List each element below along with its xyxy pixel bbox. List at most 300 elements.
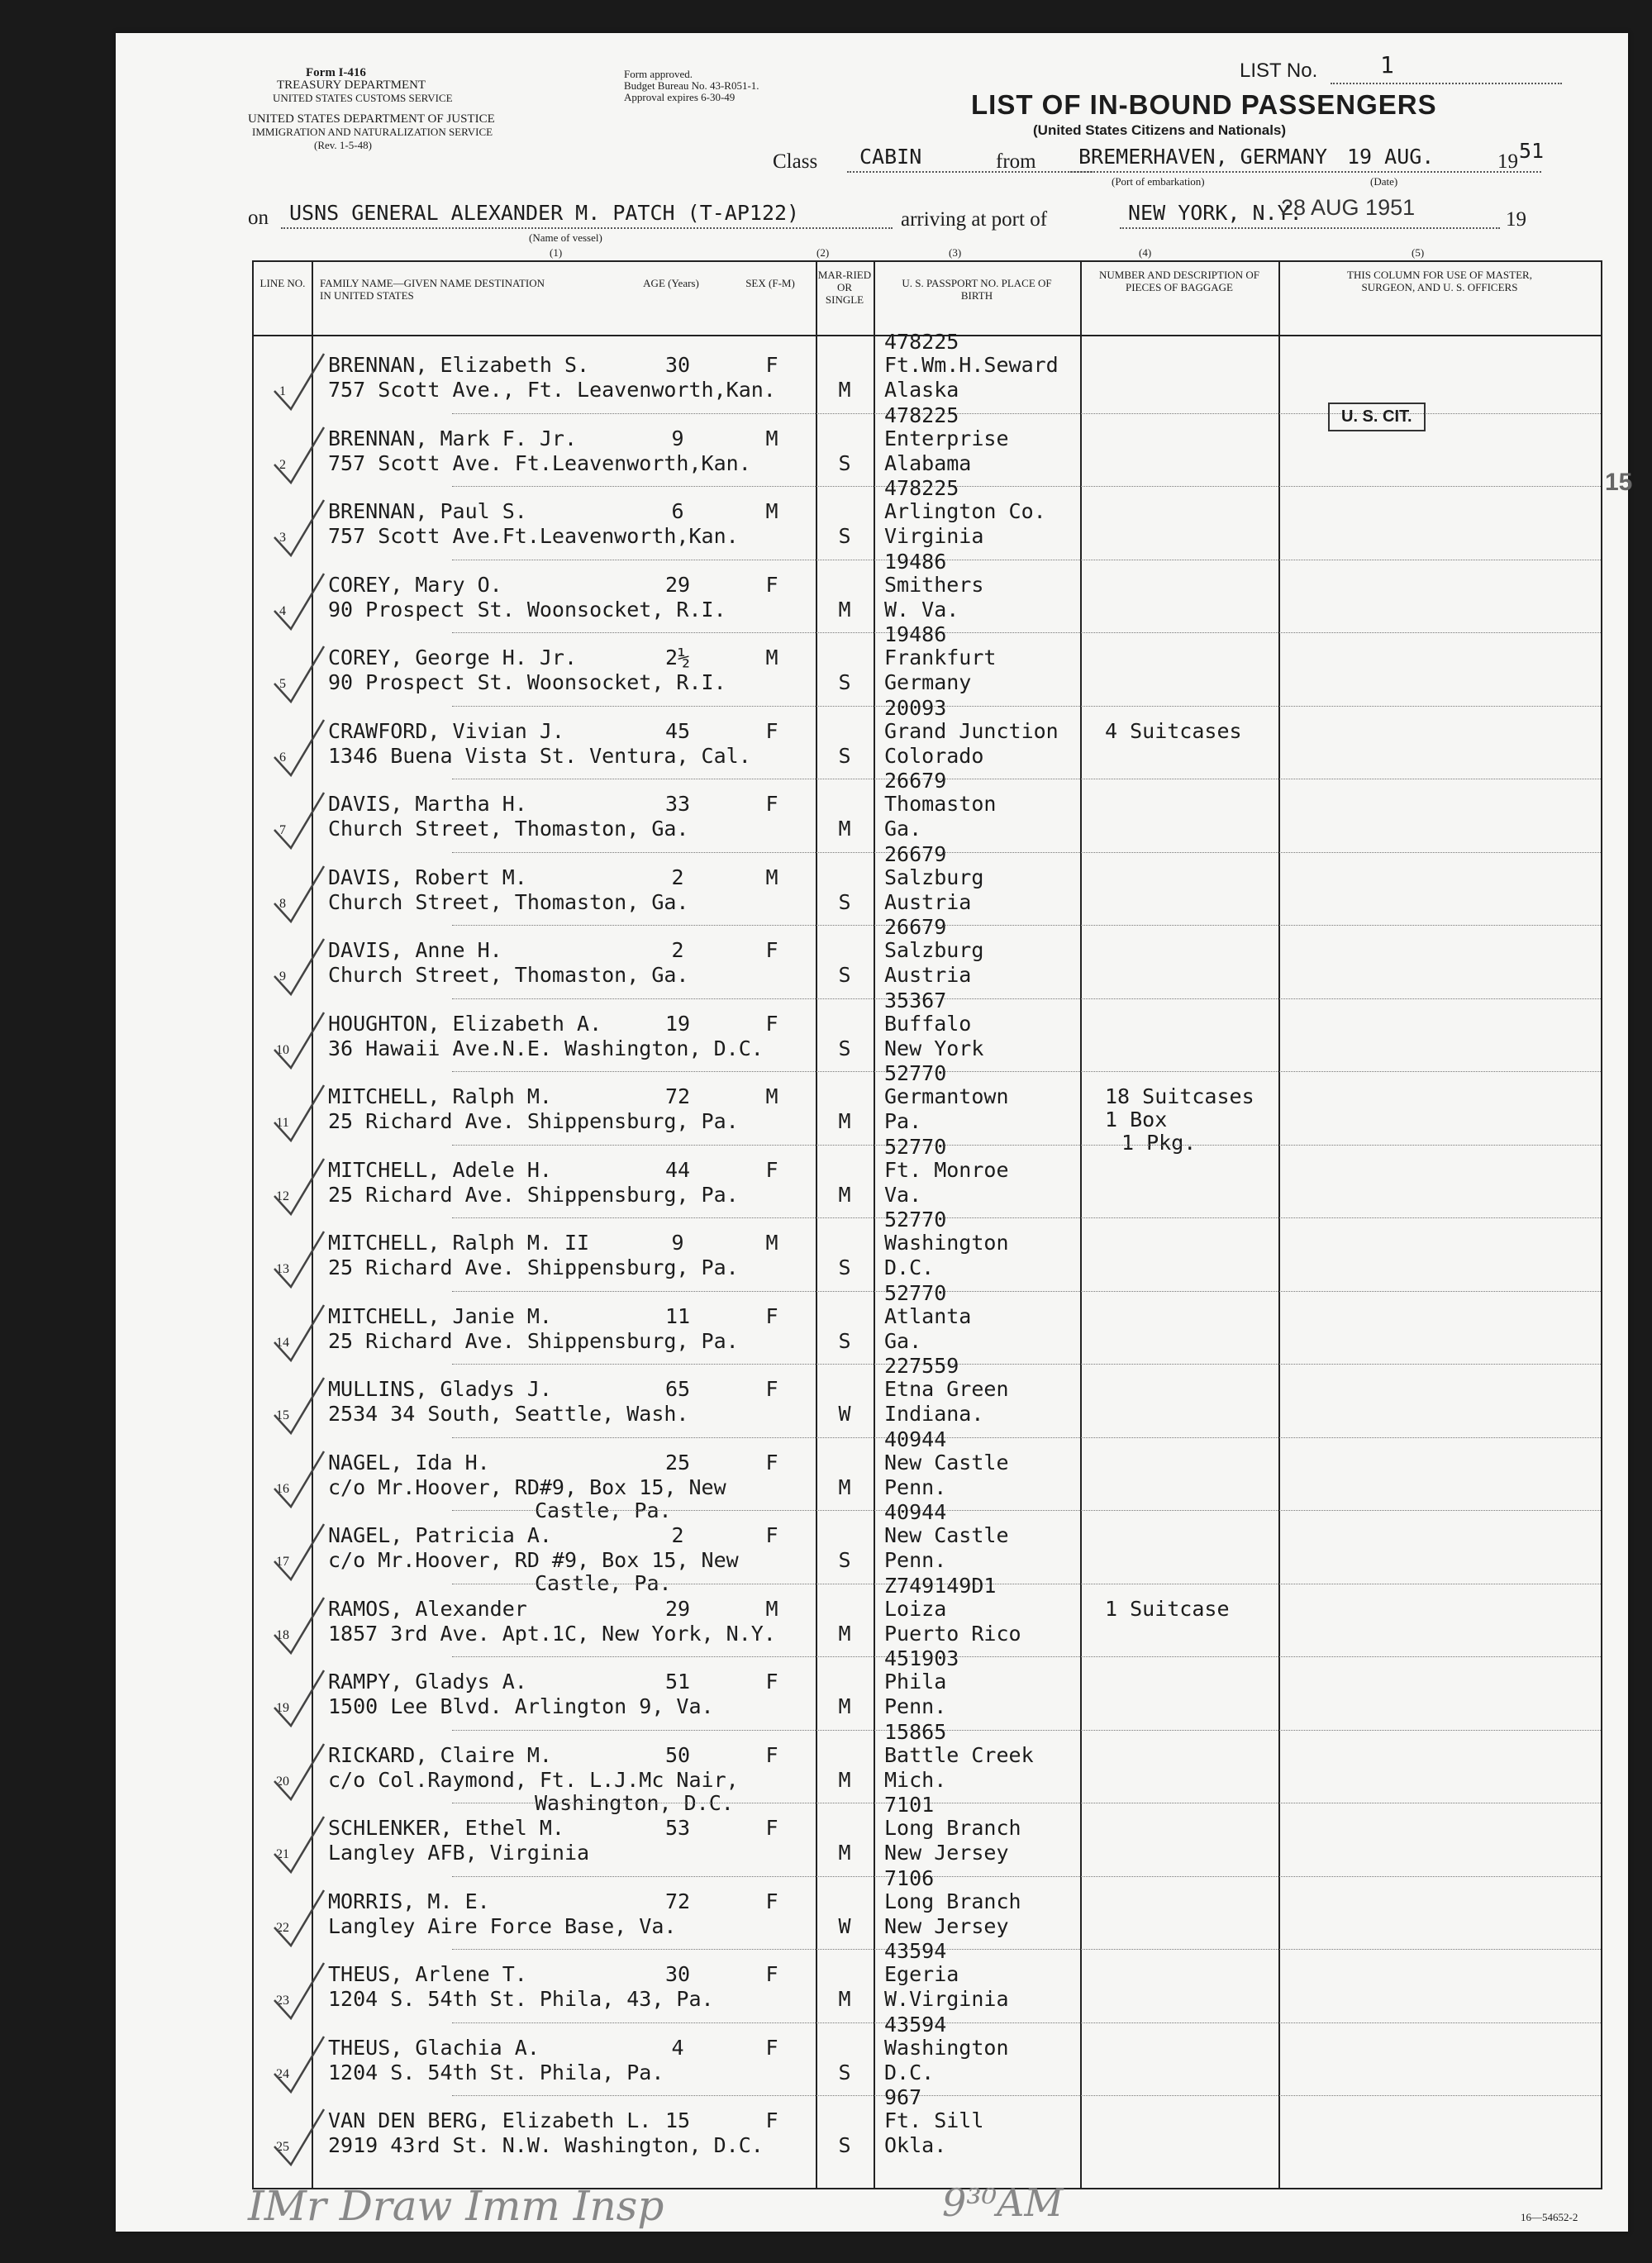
sex: M xyxy=(765,1231,778,1255)
table-row xyxy=(254,2012,1601,2097)
passport-number: 43594 xyxy=(884,1939,947,1963)
sex: F xyxy=(765,572,778,597)
destination-address: Church Street, Thomaston, Ga. xyxy=(328,889,689,914)
age: 2½ xyxy=(664,646,691,669)
destination-address: 1500 Lee Blvd. Arlington 9, Va. xyxy=(328,1694,714,1718)
sex: F xyxy=(765,1670,778,1694)
passenger-name: DAVIS, Martha H. xyxy=(328,792,527,816)
checkmark-icon xyxy=(270,788,328,850)
passport-number: 7106 xyxy=(884,1865,935,1890)
col-header-married: MAR-RIED OR SINGLE xyxy=(817,269,872,306)
checkmark-icon xyxy=(270,1155,328,1217)
passenger-name: DAVIS, Anne H. xyxy=(328,938,502,962)
birthplace-city: Grand Junction xyxy=(884,718,1059,743)
destination-address: Church Street, Thomaston, Ga. xyxy=(328,817,689,841)
destination-address: 25 Richard Ave. Shippensburg, Pa. xyxy=(328,1182,739,1207)
customs-service: UNITED STATES CUSTOMS SERVICE xyxy=(273,92,453,104)
form-approved: Form approved. xyxy=(624,68,693,80)
checkmark-icon xyxy=(270,1227,328,1289)
age: 29 xyxy=(664,1596,691,1621)
page-title: LIST OF IN-BOUND PASSENGERS xyxy=(971,89,1437,120)
passport-number: 19486 xyxy=(884,622,947,646)
revision: (Rev. 1-5-48) xyxy=(314,139,372,151)
inspector-signature: IMr Draw Imm Insp xyxy=(248,2182,664,2230)
sex: M xyxy=(765,646,778,669)
age: 9 xyxy=(671,426,684,450)
line-number: 6 xyxy=(279,750,286,765)
port-line xyxy=(1120,227,1500,229)
birthplace-region: D.C. xyxy=(884,2060,935,2084)
destination-address: Langley Aire Force Base, Va. xyxy=(328,1913,677,1938)
age: 2 xyxy=(671,865,684,889)
marital-status: M xyxy=(838,1621,851,1646)
port-of-embarkation: BREMERHAVEN, GERMANY xyxy=(1078,145,1328,169)
birthplace-region: Germany xyxy=(884,670,972,694)
birthplace-region: Pa. xyxy=(884,1109,922,1133)
year-suffix: 51 xyxy=(1519,139,1545,163)
destination-address-cont: Castle, Pa. xyxy=(535,1498,672,1522)
passport-number: 26679 xyxy=(884,769,947,793)
checkmark-icon xyxy=(270,1447,328,1509)
row-divider xyxy=(452,998,1601,999)
destination-address: 25 Richard Ave. Shippensburg, Pa. xyxy=(328,1255,739,1279)
birthplace-region: Puerto Rico xyxy=(884,1621,1021,1646)
birthplace-city: Etna Green xyxy=(884,1377,1009,1401)
birthplace-city: Washington xyxy=(884,2035,1009,2060)
checkmark-icon xyxy=(270,423,328,485)
marital-status: S xyxy=(838,1328,851,1353)
manifest-page xyxy=(116,33,1633,2232)
marital-status: S xyxy=(838,670,851,694)
age: 25 xyxy=(664,1450,691,1475)
birthplace-region: Mich. xyxy=(884,1767,947,1792)
birthplace-region: New Jersey xyxy=(884,1913,1009,1938)
birthplace-city: New Castle xyxy=(884,1450,1009,1475)
marital-status: M xyxy=(838,817,851,841)
checkmark-icon xyxy=(270,716,328,778)
birthplace-city: Atlanta xyxy=(884,1303,972,1328)
marital-status: M xyxy=(838,1767,851,1792)
line-number: 1 xyxy=(279,384,286,398)
year-prefix: 19 xyxy=(1497,150,1518,173)
age: 30 xyxy=(664,1962,691,1986)
col-num-3: (3) xyxy=(949,246,962,259)
birthplace-region: Penn. xyxy=(884,1694,947,1718)
passenger-name: MITCHELL, Ralph M. II xyxy=(328,1231,590,1255)
age: 44 xyxy=(664,1157,691,1182)
date-caption: (Date) xyxy=(1370,175,1398,188)
sex: M xyxy=(765,1596,778,1621)
passenger-name: MITCHELL, Adele H. xyxy=(328,1157,552,1182)
vessel-line xyxy=(281,227,893,229)
form-code: 16—54652-2 xyxy=(1521,2211,1578,2223)
baggage-description: 4 Suitcases xyxy=(1105,718,1242,743)
sex: F xyxy=(765,1816,778,1840)
birthplace-city: Long Branch xyxy=(884,1889,1021,1913)
line-number: 10 xyxy=(276,1042,289,1057)
checkmark-icon xyxy=(270,1666,328,1728)
baggage-description: 18 Suitcases xyxy=(1105,1084,1254,1108)
marital-status: M xyxy=(838,1987,851,2011)
col-header-officers: THIS COLUMN FOR USE OF MASTER, SURGEON, AND U. S. OFFICERS xyxy=(1347,269,1532,293)
birthplace-city: Salzburg xyxy=(884,865,984,889)
passport-number: Z749149D1 xyxy=(884,1573,997,1598)
age: 6 xyxy=(671,499,684,523)
age: 2 xyxy=(671,938,684,962)
birthplace-region: D.C. xyxy=(884,1255,935,1279)
checkmark-icon xyxy=(270,1008,328,1070)
destination-address: c/o Mr.Hoover, RD #9, Box 15, New xyxy=(328,1548,739,1572)
row-divider xyxy=(452,413,1601,414)
line-number: 3 xyxy=(279,531,286,545)
line-number: 17 xyxy=(276,1555,289,1569)
sex: F xyxy=(765,1157,778,1182)
col-num-5: (5) xyxy=(1412,246,1425,259)
age: 19 xyxy=(664,1011,691,1036)
marital-status: M xyxy=(838,597,851,622)
passenger-name: NAGEL, Patricia A. xyxy=(328,1523,552,1547)
sex: F xyxy=(765,1523,778,1547)
sex: M xyxy=(765,1084,778,1108)
birthplace-region: Alabama xyxy=(884,450,972,475)
line-number: 18 xyxy=(276,1627,289,1642)
age: 9 xyxy=(671,1231,684,1255)
passport-number: 40944 xyxy=(884,1427,947,1451)
passport-number: 967 xyxy=(884,2085,922,2109)
line-number: 14 xyxy=(276,1335,289,1350)
destination-address-cont: Washington, D.C. xyxy=(535,1790,734,1815)
col-header-baggage: NUMBER AND DESCRIPTION OF PIECES OF BAGGAGE xyxy=(1099,269,1259,293)
line-number: 15 xyxy=(276,1408,289,1422)
destination-address: 25 Richard Ave. Shippensburg, Pa. xyxy=(328,1328,739,1353)
list-label: LIST No. xyxy=(1240,60,1318,82)
justice-dept: UNITED STATES DEPARTMENT OF JUSTICE xyxy=(248,112,495,126)
checkmark-icon xyxy=(270,350,328,412)
marital-status: S xyxy=(838,889,851,914)
birthplace-city: Frankfurt xyxy=(884,646,997,669)
marital-status: S xyxy=(838,1548,851,1572)
marital-status: W xyxy=(838,1913,851,1938)
passenger-name: MORRIS, M. E. xyxy=(328,1889,490,1913)
passport-number: 26679 xyxy=(884,841,947,866)
checkmark-icon xyxy=(270,1594,328,1656)
marital-status: M xyxy=(838,1841,851,1865)
row-divider xyxy=(452,706,1601,707)
checkmark-icon xyxy=(270,1813,328,1875)
sex: F xyxy=(765,1377,778,1401)
line-number: 21 xyxy=(276,1847,289,1861)
col-num-1: (1) xyxy=(550,246,563,259)
birthplace-city: Arlington Co. xyxy=(884,499,1046,523)
passport-number: 40944 xyxy=(884,1500,947,1524)
birthplace-city: Long Branch xyxy=(884,1816,1021,1840)
birthplace-region: Virginia xyxy=(884,524,984,548)
age: 72 xyxy=(664,1084,691,1108)
birthplace-region: Penn. xyxy=(884,1475,947,1499)
row-divider xyxy=(452,1656,1601,1657)
table-row xyxy=(254,2085,1601,2170)
birthplace-city: Salzburg xyxy=(884,938,984,962)
class-line xyxy=(847,171,1095,173)
birthplace-region: W.Virginia xyxy=(884,1987,1009,2011)
birthplace-city: Egeria xyxy=(884,1962,959,1986)
row-divider xyxy=(452,632,1601,633)
arrival-year-prefix: 19 xyxy=(1506,208,1526,231)
birthplace-region: W. Va. xyxy=(884,597,959,622)
count-stamp: 15 xyxy=(1605,469,1633,496)
line-number: 23 xyxy=(276,1994,289,2008)
line-number: 19 xyxy=(276,1701,289,1715)
destination-address: 1346 Buena Vista St. Ventura, Cal. xyxy=(328,743,751,768)
checkmark-icon xyxy=(270,935,328,997)
age: 29 xyxy=(664,572,691,597)
class-value: CABIN xyxy=(859,145,922,169)
passport-number: 52770 xyxy=(884,1134,947,1159)
destination-address: 25 Richard Ave. Shippensburg, Pa. xyxy=(328,1109,739,1133)
passenger-name: THEUS, Glachia A. xyxy=(328,2035,540,2060)
ins-service: IMMIGRATION AND NATURALIZATION SERVICE xyxy=(252,126,493,138)
destination-address: 90 Prospect St. Woonsocket, R.I. xyxy=(328,670,726,694)
marital-status: M xyxy=(838,1475,851,1499)
row-divider xyxy=(452,852,1601,853)
passenger-name: RAMOS, Alexander xyxy=(328,1596,527,1621)
passport-number: 20093 xyxy=(884,695,947,720)
line-number: 9 xyxy=(279,970,286,984)
sex: F xyxy=(765,938,778,962)
on-label: on xyxy=(248,207,269,229)
destination-address: 757 Scott Ave. Ft.Leavenworth,Kan. xyxy=(328,450,751,475)
from-label: from xyxy=(996,150,1036,173)
line-number: 12 xyxy=(276,1189,289,1203)
passenger-name: THEUS, Arlene T. xyxy=(328,1962,527,1986)
age: 53 xyxy=(664,1816,691,1840)
passport-number: 52770 xyxy=(884,1061,947,1085)
form-number: Form I-416 xyxy=(306,66,366,79)
arriving-label: arriving at port of xyxy=(901,208,1048,231)
passport-number: 451903 xyxy=(884,1646,959,1670)
passenger-name: RAMPY, Gladys A. xyxy=(328,1670,527,1694)
passport-number: 227559 xyxy=(884,1354,959,1378)
sex: F xyxy=(765,1450,778,1475)
sex: F xyxy=(765,792,778,816)
vessel-caption: (Name of vessel) xyxy=(529,231,602,244)
page-subtitle: (United States Citizens and Nationals) xyxy=(1033,122,1287,138)
checkmark-icon xyxy=(270,1520,328,1582)
birthplace-city: Smithers xyxy=(884,572,984,597)
sex: F xyxy=(765,718,778,743)
sex: M xyxy=(765,865,778,889)
birthplace-city: Buffalo xyxy=(884,1011,972,1036)
line-number: 13 xyxy=(276,1262,289,1276)
row-divider xyxy=(452,1876,1601,1877)
line-number: 11 xyxy=(276,1116,289,1130)
birthplace-city: Ft.Wm.H.Seward xyxy=(884,353,1059,377)
from-line xyxy=(1070,171,1541,173)
marital-status: M xyxy=(838,1694,851,1718)
passenger-name: BRENNAN, Paul S. xyxy=(328,499,527,523)
passenger-name: RICKARD, Claire M. xyxy=(328,1742,552,1767)
budget-bureau: Budget Bureau No. 43-R051-1. xyxy=(624,79,759,92)
row-divider xyxy=(452,1949,1601,1950)
baggage-description: 1 Pkg. xyxy=(1121,1131,1197,1155)
birthplace-region: Austria xyxy=(884,889,972,914)
row-divider xyxy=(452,1145,1601,1146)
birthplace-region: Alaska xyxy=(884,378,959,402)
col-header-name: FAMILY NAME—GIVEN NAME DESTINATION IN UNITED STATES xyxy=(320,277,545,302)
passport-number: 52770 xyxy=(884,1208,947,1232)
checkmark-icon xyxy=(270,2032,328,2094)
checkmark-icon xyxy=(270,862,328,924)
line-number: 24 xyxy=(276,2066,289,2081)
birthplace-city: Ft. Monroe xyxy=(884,1157,1009,1182)
age: 65 xyxy=(664,1377,691,1401)
passenger-name: DAVIS, Robert M. xyxy=(328,865,527,889)
birthplace-region: Austria xyxy=(884,963,972,987)
passenger-name: VAN DEN BERG, Elizabeth L. xyxy=(328,2108,652,2132)
birthplace-city: Loiza xyxy=(884,1596,947,1621)
line-number: 4 xyxy=(279,603,286,618)
checkmark-icon xyxy=(270,496,328,558)
line-number: 2 xyxy=(279,457,286,472)
us-citizen-stamp: U. S. CIT. xyxy=(1328,403,1426,431)
col-header-sex: SEX (F-M) xyxy=(745,277,795,289)
checkmark-icon xyxy=(270,1959,328,2021)
col-num-4: (4) xyxy=(1139,246,1152,259)
marital-status: S xyxy=(838,1036,851,1060)
destination-address: 1204 S. 54th St. Phila, 43, Pa. xyxy=(328,1987,714,2011)
age: 4 xyxy=(671,2035,684,2060)
destination-address: 1204 S. 54th St. Phila, Pa. xyxy=(328,2060,664,2084)
line-number: 5 xyxy=(279,677,286,691)
birthplace-region: New Jersey xyxy=(884,1841,1009,1865)
passenger-name: MITCHELL, Janie M. xyxy=(328,1303,552,1328)
marital-status: M xyxy=(838,1109,851,1133)
birthplace-city: Phila xyxy=(884,1670,947,1694)
age: 2 xyxy=(671,1523,684,1547)
row-divider xyxy=(452,1437,1601,1438)
arrival-date-stamp: 28 AUG 1951 xyxy=(1281,195,1416,220)
line-number: 22 xyxy=(276,1920,289,1935)
sex: F xyxy=(765,1011,778,1036)
destination-address: c/o Col.Raymond, Ft. L.J.Mc Nair, xyxy=(328,1767,739,1792)
col-header-age: AGE (Years) xyxy=(643,277,699,289)
marital-status: S xyxy=(838,524,851,548)
passenger-name: HOUGHTON, Elizabeth A. xyxy=(328,1011,602,1036)
inspection-time: 9³⁰AM xyxy=(942,2180,1064,2225)
birthplace-region: Va. xyxy=(884,1182,922,1207)
destination-address: 757 Scott Ave.Ft.Leavenworth,Kan. xyxy=(328,524,739,548)
marital-status: S xyxy=(838,743,851,768)
passport-number: 19486 xyxy=(884,549,947,574)
checkmark-icon xyxy=(270,569,328,631)
destination-address: 36 Hawaii Ave.N.E. Washington, D.C. xyxy=(328,1036,764,1060)
row-divider xyxy=(452,1071,1601,1072)
embarkation-date: 19 AUG. xyxy=(1347,145,1435,169)
sex: F xyxy=(765,1889,778,1913)
age: 51 xyxy=(664,1670,691,1694)
birthplace-region: Ga. xyxy=(884,1328,922,1353)
passenger-name: MITCHELL, Ralph M. xyxy=(328,1084,552,1108)
birthplace-region: Penn. xyxy=(884,1548,947,1572)
marital-status: M xyxy=(838,1182,851,1207)
passport-number: 43594 xyxy=(884,2012,947,2037)
marital-status: M xyxy=(838,378,851,402)
checkmark-icon xyxy=(270,642,328,704)
sex: F xyxy=(765,1962,778,1986)
treasury-dept: TREASURY DEPARTMENT xyxy=(277,79,426,92)
destination-address: 90 Prospect St. Woonsocket, R.I. xyxy=(328,597,726,622)
passport-number: 7101 xyxy=(884,1793,935,1817)
age: 33 xyxy=(664,792,691,816)
passport-number: 52770 xyxy=(884,1280,947,1305)
marital-status: S xyxy=(838,963,851,987)
destination-address: Langley AFB, Virginia xyxy=(328,1841,590,1865)
passport-number: 15865 xyxy=(884,1719,947,1744)
marital-status: S xyxy=(838,2060,851,2084)
birthplace-city: Enterprise xyxy=(884,426,1009,450)
birthplace-city: Thomaston xyxy=(884,792,997,816)
checkmark-icon xyxy=(270,1740,328,1802)
marital-status: W xyxy=(838,1402,851,1426)
sex: F xyxy=(765,1742,778,1767)
line-number: 8 xyxy=(279,896,286,911)
col-num-2: (2) xyxy=(816,246,830,259)
row-divider xyxy=(452,925,1601,926)
passenger-name: BRENNAN, Mark F. Jr. xyxy=(328,426,578,450)
sex: M xyxy=(765,499,778,523)
list-number: 1 xyxy=(1380,51,1394,79)
arrival-port: NEW YORK, N.Y. xyxy=(1128,201,1302,225)
passenger-name: NAGEL, Ida H. xyxy=(328,1450,490,1475)
passenger-name: COREY, George H. Jr. xyxy=(328,646,578,669)
class-label: Class xyxy=(773,150,818,173)
age: 11 xyxy=(664,1303,691,1328)
row-divider xyxy=(452,1217,1601,1218)
line-number: 16 xyxy=(276,1481,289,1496)
birthplace-region: New York xyxy=(884,1036,984,1060)
row-divider xyxy=(452,2022,1601,2023)
birthplace-region: Ga. xyxy=(884,817,922,841)
age: 72 xyxy=(664,1889,691,1913)
passport-number: 478225 xyxy=(884,403,959,427)
passenger-name: COREY, Mary O. xyxy=(328,572,502,597)
checkmark-icon xyxy=(270,1081,328,1143)
destination-address: Church Street, Thomaston, Ga. xyxy=(328,963,689,987)
sex: F xyxy=(765,1303,778,1328)
row-divider xyxy=(452,1510,1601,1511)
passenger-table xyxy=(252,260,1633,2189)
passport-number: 35367 xyxy=(884,988,947,1012)
birthplace-city: Ft. Sill xyxy=(884,2108,984,2132)
sex: M xyxy=(765,426,778,450)
age: 45 xyxy=(664,718,691,743)
birthplace-city: New Castle xyxy=(884,1523,1009,1547)
age: 30 xyxy=(664,353,691,377)
birthplace-city: Germantown xyxy=(884,1084,1009,1108)
checkmark-icon xyxy=(270,1374,328,1436)
row-divider xyxy=(452,486,1601,487)
baggage-description: 1 Box xyxy=(1105,1108,1168,1132)
checkmark-icon xyxy=(270,1886,328,1948)
passenger-name: MULLINS, Gladys J. xyxy=(328,1377,552,1401)
vessel-name: USNS GENERAL ALEXANDER M. PATCH (T-AP122) xyxy=(289,201,800,225)
birthplace-city: Battle Creek xyxy=(884,1742,1034,1767)
passport-number: 478225 xyxy=(884,330,959,354)
checkmark-icon xyxy=(270,2105,328,2167)
marital-status: S xyxy=(838,450,851,475)
marital-status: S xyxy=(838,2133,851,2157)
col-header-passport: U. S. PASSPORT NO. PLACE OF BIRTH xyxy=(902,277,1052,302)
